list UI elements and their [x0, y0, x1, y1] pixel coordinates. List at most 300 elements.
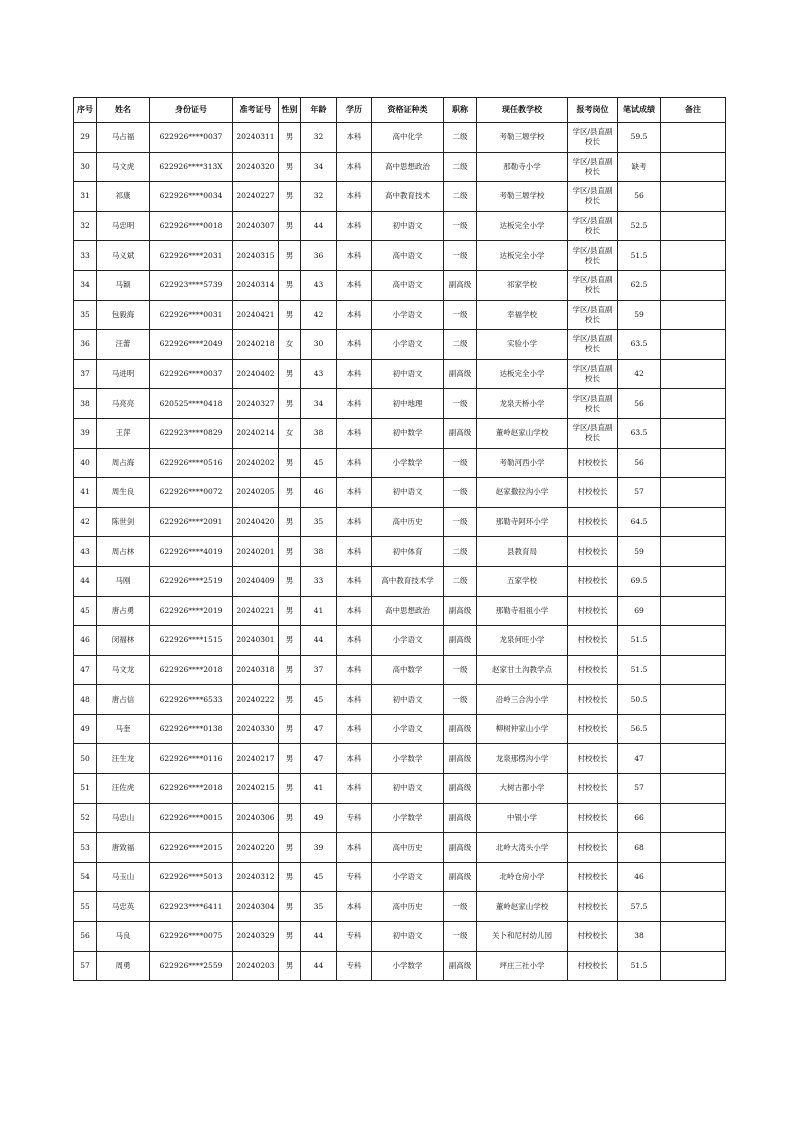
cell-exam-number: 20240217	[233, 744, 279, 774]
cell-age: 39	[301, 833, 337, 863]
cell-seq: 41	[74, 478, 97, 508]
cell-education: 专科	[337, 862, 372, 892]
cell-education: 本科	[337, 418, 372, 448]
cell-school: 那勒寺祖祖小学	[477, 596, 568, 626]
cell-school: 达板完全小学	[477, 359, 568, 389]
cell-position: 村校校长	[568, 862, 618, 892]
table-row	[74, 389, 726, 419]
cell-age: 45	[301, 448, 337, 478]
cell-gender: 男	[279, 123, 301, 153]
cell-certificate: 高中语文	[372, 270, 444, 300]
cell-certificate: 初中语文	[372, 685, 444, 715]
cell-score: 63.5	[618, 330, 661, 360]
cell-remarks	[661, 833, 726, 863]
cell-position: 学区/县直副校长	[568, 270, 618, 300]
cell-exam-number: 20240327	[233, 389, 279, 419]
cell-education: 本科	[337, 123, 372, 153]
cell-id-number: 622926****6533	[150, 685, 233, 715]
cell-exam-number: 20240304	[233, 892, 279, 922]
cell-school: 赵家甘土沟教学点	[477, 655, 568, 685]
cell-education: 本科	[337, 448, 372, 478]
cell-certificate: 初中语文	[372, 478, 444, 508]
table-row	[74, 478, 726, 508]
cell-name: 马刚	[97, 566, 150, 596]
cell-score: 69.5	[618, 566, 661, 596]
cell-id-number: 622926****2031	[150, 241, 233, 271]
cell-gender: 男	[279, 507, 301, 537]
cell-name: 包毅海	[97, 300, 150, 330]
cell-seq: 44	[74, 566, 97, 596]
cell-score: 57	[618, 774, 661, 804]
cell-education: 本科	[337, 478, 372, 508]
cell-score: 57.5	[618, 892, 661, 922]
cell-school: 北岭仓房小学	[477, 862, 568, 892]
cell-seq: 52	[74, 803, 97, 833]
cell-education: 本科	[337, 714, 372, 744]
table-row	[74, 182, 726, 212]
cell-name: 陈世剑	[97, 507, 150, 537]
cell-id-number: 622923****0829	[150, 418, 233, 448]
cell-position: 村校校长	[568, 596, 618, 626]
cell-exam-number: 20240311	[233, 123, 279, 153]
cell-position: 村校校长	[568, 507, 618, 537]
cell-gender: 男	[279, 537, 301, 567]
cell-name: 周占海	[97, 448, 150, 478]
cell-gender: 男	[279, 892, 301, 922]
cell-gender: 男	[279, 655, 301, 685]
header-cell-certificate: 资格证种类	[372, 98, 444, 123]
cell-certificate: 高中化学	[372, 123, 444, 153]
cell-remarks	[661, 152, 726, 182]
cell-gender: 男	[279, 182, 301, 212]
cell-age: 38	[301, 418, 337, 448]
cell-education: 本科	[337, 744, 372, 774]
header-cell-id-number: 身份证号	[150, 98, 233, 123]
cell-education: 本科	[337, 389, 372, 419]
cell-seq: 31	[74, 182, 97, 212]
header-cell-title: 职称	[444, 98, 477, 123]
cell-age: 46	[301, 478, 337, 508]
table-row	[74, 862, 726, 892]
cell-name: 闵福林	[97, 626, 150, 656]
cell-id-number: 622926****2519	[150, 566, 233, 596]
cell-position: 学区/县直副校长	[568, 211, 618, 241]
cell-exam-number: 20240221	[233, 596, 279, 626]
cell-age: 41	[301, 596, 337, 626]
cell-education: 本科	[337, 152, 372, 182]
cell-remarks	[661, 626, 726, 656]
cell-position: 学区/县直副校长	[568, 123, 618, 153]
cell-seq: 54	[74, 862, 97, 892]
cell-certificate: 初中数学	[372, 418, 444, 448]
cell-gender: 男	[279, 448, 301, 478]
header-cell-seq: 序号	[74, 98, 97, 123]
cell-school: 幸福学校	[477, 300, 568, 330]
cell-remarks	[661, 892, 726, 922]
cell-title: 二级	[444, 330, 477, 360]
cell-remarks	[661, 270, 726, 300]
table-row	[74, 892, 726, 922]
cell-position: 村校校长	[568, 833, 618, 863]
cell-gender: 男	[279, 211, 301, 241]
cell-certificate: 小学语文	[372, 862, 444, 892]
cell-seq: 47	[74, 655, 97, 685]
cell-position: 村校校长	[568, 566, 618, 596]
cell-position: 学区/县直副校长	[568, 152, 618, 182]
table-row	[74, 270, 726, 300]
table-row	[74, 330, 726, 360]
cell-school: 龙泉何旺小学	[477, 626, 568, 656]
cell-score: 56	[618, 182, 661, 212]
cell-remarks	[661, 211, 726, 241]
cell-gender: 男	[279, 774, 301, 804]
cell-id-number: 622926****2559	[150, 951, 233, 981]
cell-school: 柳树仲家山小学	[477, 714, 568, 744]
cell-seq: 37	[74, 359, 97, 389]
cell-seq: 29	[74, 123, 97, 153]
cell-seq: 39	[74, 418, 97, 448]
cell-education: 本科	[337, 537, 372, 567]
cell-gender: 女	[279, 330, 301, 360]
cell-age: 38	[301, 537, 337, 567]
cell-education: 本科	[337, 300, 372, 330]
cell-age: 33	[301, 566, 337, 596]
cell-score: 51.5	[618, 951, 661, 981]
cell-remarks	[661, 389, 726, 419]
cell-name: 马进明	[97, 359, 150, 389]
cell-school: 祁家学校	[477, 270, 568, 300]
cell-score: 59	[618, 300, 661, 330]
cell-seq: 34	[74, 270, 97, 300]
cell-school: 大树古都小学	[477, 774, 568, 804]
cell-exam-number: 20240307	[233, 211, 279, 241]
cell-school: 考勒河西小学	[477, 448, 568, 478]
cell-age: 32	[301, 123, 337, 153]
table-row	[74, 744, 726, 774]
cell-age: 41	[301, 774, 337, 804]
cell-remarks	[661, 951, 726, 981]
cell-school: 那勒寺阿环小学	[477, 507, 568, 537]
cell-age: 34	[301, 152, 337, 182]
cell-gender: 男	[279, 566, 301, 596]
cell-remarks	[661, 685, 726, 715]
cell-name: 王萍	[97, 418, 150, 448]
cell-exam-number: 20240203	[233, 951, 279, 981]
cell-title: 副高级	[444, 774, 477, 804]
cell-position: 村校校长	[568, 685, 618, 715]
cell-title: 副高级	[444, 418, 477, 448]
cell-title: 一级	[444, 300, 477, 330]
cell-score: 66	[618, 803, 661, 833]
cell-score: 57	[618, 478, 661, 508]
cell-education: 专科	[337, 803, 372, 833]
cell-exam-number: 20240205	[233, 478, 279, 508]
cell-position: 村校校长	[568, 655, 618, 685]
cell-school: 那勒寺小学	[477, 152, 568, 182]
cell-position: 学区/县直副校长	[568, 241, 618, 271]
cell-gender: 男	[279, 922, 301, 952]
cell-age: 47	[301, 744, 337, 774]
cell-age: 34	[301, 389, 337, 419]
cell-age: 45	[301, 685, 337, 715]
cell-score: 51.5	[618, 241, 661, 271]
cell-school: 实验小学	[477, 330, 568, 360]
cell-gender: 女	[279, 418, 301, 448]
cell-position: 村校校长	[568, 922, 618, 952]
cell-seq: 50	[74, 744, 97, 774]
cell-gender: 男	[279, 803, 301, 833]
cell-title: 一级	[444, 892, 477, 922]
cell-gender: 男	[279, 626, 301, 656]
cell-title: 副高级	[444, 270, 477, 300]
cell-name: 唐占信	[97, 685, 150, 715]
cell-certificate: 高中思想政治	[372, 152, 444, 182]
cell-name: 马玉山	[97, 862, 150, 892]
cell-school: 考勒三塬学校	[477, 182, 568, 212]
cell-seq: 30	[74, 152, 97, 182]
cell-seq: 33	[74, 241, 97, 271]
cell-position: 村校校长	[568, 448, 618, 478]
cell-certificate: 高中语文	[372, 241, 444, 271]
cell-remarks	[661, 744, 726, 774]
cell-title: 副高级	[444, 951, 477, 981]
cell-certificate: 小学数学	[372, 744, 444, 774]
cell-name: 唐占勇	[97, 596, 150, 626]
cell-age: 43	[301, 359, 337, 389]
cell-id-number: 622923****5739	[150, 270, 233, 300]
table-row	[74, 507, 726, 537]
cell-gender: 男	[279, 714, 301, 744]
cell-name: 马文虎	[97, 152, 150, 182]
cell-certificate: 高中教育技术学	[372, 566, 444, 596]
cell-school: 坪庄三社小学	[477, 951, 568, 981]
cell-id-number: 622926****0037	[150, 123, 233, 153]
cell-id-number: 622926****2019	[150, 596, 233, 626]
table-row	[74, 655, 726, 685]
cell-remarks	[661, 774, 726, 804]
cell-id-number: 622926****5013	[150, 862, 233, 892]
cell-certificate: 初中体育	[372, 537, 444, 567]
cell-certificate: 小学语文	[372, 330, 444, 360]
cell-exam-number: 20240330	[233, 714, 279, 744]
cell-position: 学区/县直副校长	[568, 330, 618, 360]
cell-position: 村校校长	[568, 626, 618, 656]
cell-position: 村校校长	[568, 478, 618, 508]
cell-title: 一级	[444, 241, 477, 271]
cell-name: 汪佐虎	[97, 774, 150, 804]
cell-id-number: 622926****1515	[150, 626, 233, 656]
cell-remarks	[661, 922, 726, 952]
cell-name: 周生良	[97, 478, 150, 508]
cell-seq: 51	[74, 774, 97, 804]
cell-id-number: 622926****313X	[150, 152, 233, 182]
table-row	[74, 359, 726, 389]
cell-education: 专科	[337, 951, 372, 981]
cell-certificate: 初中语文	[372, 359, 444, 389]
cell-exam-number: 20240301	[233, 626, 279, 656]
cell-gender: 男	[279, 862, 301, 892]
table-row	[74, 833, 726, 863]
table-row	[74, 626, 726, 656]
cell-seq: 38	[74, 389, 97, 419]
exam-results-table-container	[73, 97, 726, 981]
cell-exam-number: 20240320	[233, 152, 279, 182]
table-row	[74, 448, 726, 478]
cell-certificate: 初中语文	[372, 211, 444, 241]
cell-remarks	[661, 862, 726, 892]
cell-score: 47	[618, 744, 661, 774]
cell-remarks	[661, 123, 726, 153]
cell-id-number: 622926****0037	[150, 359, 233, 389]
cell-score: 46	[618, 862, 661, 892]
cell-exam-number: 20240402	[233, 359, 279, 389]
cell-education: 本科	[337, 182, 372, 212]
cell-gender: 男	[279, 152, 301, 182]
table-row	[74, 152, 726, 182]
cell-position: 村校校长	[568, 744, 618, 774]
cell-education: 本科	[337, 507, 372, 537]
cell-score: 63.5	[618, 418, 661, 448]
table-row	[74, 714, 726, 744]
cell-id-number: 622926****0138	[150, 714, 233, 744]
cell-age: 43	[301, 270, 337, 300]
exam-results-table	[73, 97, 726, 981]
table-row	[74, 418, 726, 448]
cell-id-number: 622923****6411	[150, 892, 233, 922]
cell-score: 68	[618, 833, 661, 863]
cell-age: 44	[301, 626, 337, 656]
cell-title: 二级	[444, 123, 477, 153]
cell-age: 49	[301, 803, 337, 833]
cell-score: 59.5	[618, 123, 661, 153]
cell-title: 副高级	[444, 862, 477, 892]
cell-title: 副高级	[444, 744, 477, 774]
table-row	[74, 951, 726, 981]
cell-score: 缺考	[618, 152, 661, 182]
header-cell-school: 现任教学校	[477, 98, 568, 123]
cell-seq: 57	[74, 951, 97, 981]
cell-seq: 36	[74, 330, 97, 360]
cell-exam-number: 20240318	[233, 655, 279, 685]
cell-age: 47	[301, 714, 337, 744]
table-row	[74, 123, 726, 153]
cell-education: 本科	[337, 774, 372, 804]
cell-certificate: 高中教育技术	[372, 182, 444, 212]
cell-id-number: 622926****0116	[150, 744, 233, 774]
cell-title: 副高级	[444, 626, 477, 656]
cell-education: 本科	[337, 596, 372, 626]
cell-age: 35	[301, 507, 337, 537]
cell-certificate: 小学数学	[372, 803, 444, 833]
cell-id-number: 620525****0418	[150, 389, 233, 419]
cell-remarks	[661, 418, 726, 448]
cell-gender: 男	[279, 744, 301, 774]
cell-education: 本科	[337, 655, 372, 685]
cell-remarks	[661, 359, 726, 389]
cell-certificate: 初中语文	[372, 774, 444, 804]
cell-title: 副高级	[444, 714, 477, 744]
cell-seq: 32	[74, 211, 97, 241]
cell-certificate: 高中历史	[372, 507, 444, 537]
cell-exam-number: 20240421	[233, 300, 279, 330]
cell-exam-number: 20240420	[233, 507, 279, 537]
cell-seq: 56	[74, 922, 97, 952]
cell-certificate: 初中语文	[372, 922, 444, 952]
cell-exam-number: 20240202	[233, 448, 279, 478]
cell-certificate: 高中数学	[372, 655, 444, 685]
cell-seq: 35	[74, 300, 97, 330]
cell-exam-number: 20240220	[233, 833, 279, 863]
cell-gender: 男	[279, 359, 301, 389]
table-row	[74, 803, 726, 833]
cell-remarks	[661, 537, 726, 567]
cell-title: 二级	[444, 152, 477, 182]
cell-exam-number: 20240214	[233, 418, 279, 448]
cell-education: 本科	[337, 626, 372, 656]
cell-position: 学区/县直副校长	[568, 300, 618, 330]
cell-certificate: 小学语文	[372, 300, 444, 330]
cell-age: 44	[301, 211, 337, 241]
cell-school: 董岭赵家山学校	[477, 418, 568, 448]
cell-school: 五家学校	[477, 566, 568, 596]
cell-id-number: 622926****0516	[150, 448, 233, 478]
cell-age: 45	[301, 862, 337, 892]
header-cell-name: 姓名	[97, 98, 150, 123]
table-row	[74, 596, 726, 626]
table-row	[74, 685, 726, 715]
cell-exam-number: 20240201	[233, 537, 279, 567]
cell-seq: 42	[74, 507, 97, 537]
cell-age: 44	[301, 922, 337, 952]
cell-exam-number: 20240409	[233, 566, 279, 596]
cell-id-number: 622926****2015	[150, 833, 233, 863]
cell-certificate: 高中思想政治	[372, 596, 444, 626]
cell-id-number: 622926****0075	[150, 922, 233, 952]
cell-position: 村校校长	[568, 951, 618, 981]
cell-gender: 男	[279, 389, 301, 419]
cell-remarks	[661, 507, 726, 537]
cell-position: 学区/县直副校长	[568, 359, 618, 389]
cell-certificate: 高中历史	[372, 892, 444, 922]
cell-remarks	[661, 655, 726, 685]
cell-education: 本科	[337, 566, 372, 596]
cell-school: 沿岭三合沟小学	[477, 685, 568, 715]
cell-school: 县教育局	[477, 537, 568, 567]
cell-score: 52.5	[618, 211, 661, 241]
cell-exam-number: 20240315	[233, 241, 279, 271]
cell-score: 59	[618, 537, 661, 567]
table-row	[74, 922, 726, 952]
table-row	[74, 241, 726, 271]
cell-school: 龙泉那楞沟小学	[477, 744, 568, 774]
table-row	[74, 300, 726, 330]
header-cell-position: 报考岗位	[568, 98, 618, 123]
cell-score: 64.5	[618, 507, 661, 537]
cell-school: 达板完全小学	[477, 211, 568, 241]
cell-education: 本科	[337, 833, 372, 863]
cell-remarks	[661, 448, 726, 478]
cell-remarks	[661, 596, 726, 626]
cell-name: 马忠英	[97, 892, 150, 922]
cell-name: 周勇	[97, 951, 150, 981]
cell-score: 51.5	[618, 626, 661, 656]
cell-score: 69	[618, 596, 661, 626]
cell-seq: 40	[74, 448, 97, 478]
cell-seq: 43	[74, 537, 97, 567]
cell-name: 马义斌	[97, 241, 150, 271]
cell-exam-number: 20240218	[233, 330, 279, 360]
cell-remarks	[661, 300, 726, 330]
